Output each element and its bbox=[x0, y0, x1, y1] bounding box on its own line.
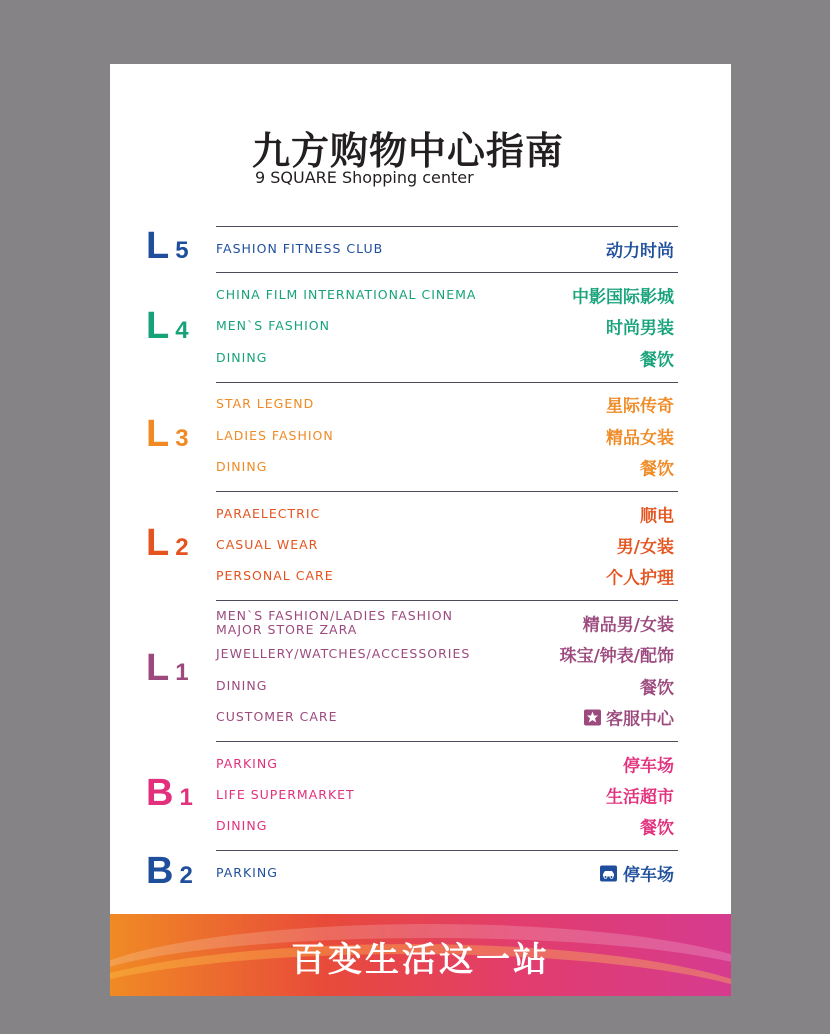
floor-label-l3 bbox=[146, 413, 189, 456]
store-name-cn-text: 客服中心 bbox=[606, 709, 674, 730]
list-item bbox=[216, 811, 674, 841]
separator-line bbox=[216, 850, 678, 851]
slogan: 百变生活这一站 bbox=[291, 940, 550, 980]
store-name-cn-text: 餐饮 bbox=[640, 459, 674, 480]
floor-number: 2 bbox=[179, 862, 193, 889]
store-name-en: JEWELLERY/WATCHES/ACCESSORIES bbox=[216, 646, 471, 661]
car-icon bbox=[600, 865, 617, 881]
list-item bbox=[216, 280, 674, 310]
store-name-en: PARKING bbox=[216, 865, 278, 880]
store-name-en: CUSTOMER CARE bbox=[216, 709, 338, 724]
store-name-cn bbox=[640, 455, 674, 480]
store-name-cn-text: 餐饮 bbox=[640, 678, 674, 699]
store-name-en: PARKING bbox=[216, 756, 278, 771]
list-item bbox=[216, 671, 674, 701]
store-name-cn-text: 动力时尚 bbox=[606, 241, 674, 262]
store-name-cn-text: 星际传奇 bbox=[606, 396, 674, 417]
floor-number: 1 bbox=[175, 659, 189, 686]
store-name-cn bbox=[600, 861, 674, 886]
separator-line bbox=[216, 600, 678, 601]
store-name-cn bbox=[583, 611, 674, 636]
store-name-cn-text: 生活超市 bbox=[606, 787, 674, 808]
floor-label-l2 bbox=[146, 522, 189, 565]
store-name-en: PARAELECTRIC bbox=[216, 506, 321, 521]
list-item bbox=[216, 499, 674, 529]
store-name-cn bbox=[640, 814, 674, 839]
store-name-cn-text: 中影国际影城 bbox=[572, 287, 674, 308]
store-name-en: LIFE SUPERMARKET bbox=[216, 787, 355, 802]
store-name-cn-text: 珠宝/钟表/配饰 bbox=[559, 646, 674, 667]
store-name-en: PERSONAL CARE bbox=[216, 568, 334, 583]
list-item bbox=[216, 389, 674, 419]
list-item bbox=[216, 452, 674, 482]
separator-line bbox=[216, 382, 678, 383]
store-name-cn bbox=[606, 237, 674, 262]
page-subtitle: 9 SQUARE Shopping center bbox=[255, 168, 474, 187]
floor-number: 5 bbox=[175, 237, 189, 264]
floor-number: 2 bbox=[175, 534, 189, 561]
floor-number: 1 bbox=[179, 784, 193, 811]
floor-letter: L bbox=[146, 305, 170, 347]
store-name-cn bbox=[617, 533, 674, 558]
store-name-cn bbox=[606, 314, 674, 339]
list-item bbox=[216, 561, 674, 591]
store-name-en: CASUAL WEAR bbox=[216, 537, 319, 552]
store-name-cn-text: 停车场 bbox=[623, 865, 674, 886]
floor-label-l1 bbox=[146, 647, 189, 690]
store-name-cn-text: 精品男/女装 bbox=[582, 615, 674, 636]
floor-number: 4 bbox=[175, 317, 189, 344]
store-name-cn-text: 精品女装 bbox=[606, 428, 674, 449]
floor-letter: B bbox=[146, 850, 174, 892]
floor-number: 3 bbox=[175, 425, 189, 452]
list-item bbox=[216, 421, 674, 451]
store-name-en: FASHION FITNESS CLUB bbox=[216, 241, 384, 256]
list-item bbox=[216, 234, 674, 264]
list-item bbox=[216, 608, 674, 638]
separator-line bbox=[216, 226, 678, 227]
store-name-en: STAR LEGEND bbox=[216, 396, 315, 411]
store-name-en: MEN`S FASHION bbox=[216, 318, 330, 333]
store-name-cn bbox=[606, 564, 674, 589]
store-name-cn-text: 餐饮 bbox=[640, 818, 674, 839]
list-item bbox=[216, 530, 674, 560]
store-name-cn-text: 顺电 bbox=[640, 506, 674, 527]
list-item bbox=[216, 702, 674, 732]
list-item bbox=[216, 311, 674, 341]
store-name-en: DINING bbox=[216, 678, 268, 693]
store-name-cn bbox=[640, 674, 674, 699]
store-name-cn bbox=[606, 783, 674, 808]
store-name-cn-text: 停车场 bbox=[623, 756, 674, 777]
store-name-en: DINING bbox=[216, 459, 268, 474]
separator-line bbox=[216, 272, 678, 273]
list-item bbox=[216, 858, 674, 888]
floor-letter: B bbox=[146, 772, 174, 814]
store-name-cn-text: 个人护理 bbox=[606, 568, 674, 589]
store-name-cn bbox=[606, 392, 674, 417]
store-name-en: LADIES FASHION bbox=[216, 428, 334, 443]
list-item bbox=[216, 749, 674, 779]
store-name-cn bbox=[584, 705, 674, 730]
floor-letter: L bbox=[146, 647, 170, 689]
store-name-cn bbox=[640, 346, 674, 371]
list-item bbox=[216, 639, 674, 669]
customer-service-icon bbox=[584, 709, 601, 725]
store-name-en: CHINA FILM INTERNATIONAL CINEMA bbox=[216, 287, 477, 302]
floor-label-l4 bbox=[146, 305, 189, 348]
store-name-cn bbox=[640, 502, 674, 527]
floor-label-b2 bbox=[146, 850, 193, 893]
store-name-en: DINING bbox=[216, 818, 268, 833]
store-name-cn bbox=[560, 642, 674, 667]
footer-banner bbox=[110, 914, 731, 996]
store-name-cn-text: 男/女装 bbox=[616, 537, 674, 558]
separator-line bbox=[216, 491, 678, 492]
floor-label-b1 bbox=[146, 772, 193, 815]
list-item bbox=[216, 780, 674, 810]
floor-letter: L bbox=[146, 225, 170, 267]
page-title: 九方购物中心指南 bbox=[252, 129, 565, 173]
floor-letter: L bbox=[146, 413, 170, 455]
store-name-cn bbox=[623, 752, 674, 777]
floor-letter: L bbox=[146, 522, 170, 564]
store-name-cn bbox=[572, 283, 674, 308]
store-name-cn-text: 时尚男装 bbox=[606, 318, 674, 339]
floor-label-l5 bbox=[146, 225, 189, 268]
directory-board bbox=[110, 64, 731, 996]
list-item bbox=[216, 343, 674, 373]
store-name-en: DINING bbox=[216, 350, 268, 365]
store-name-cn-text: 餐饮 bbox=[640, 350, 674, 371]
separator-line bbox=[216, 741, 678, 742]
store-name-cn bbox=[606, 424, 674, 449]
store-name-en: MEN`S FASHION/LADIES FASHION MAJOR STORE ZARA bbox=[216, 608, 453, 637]
